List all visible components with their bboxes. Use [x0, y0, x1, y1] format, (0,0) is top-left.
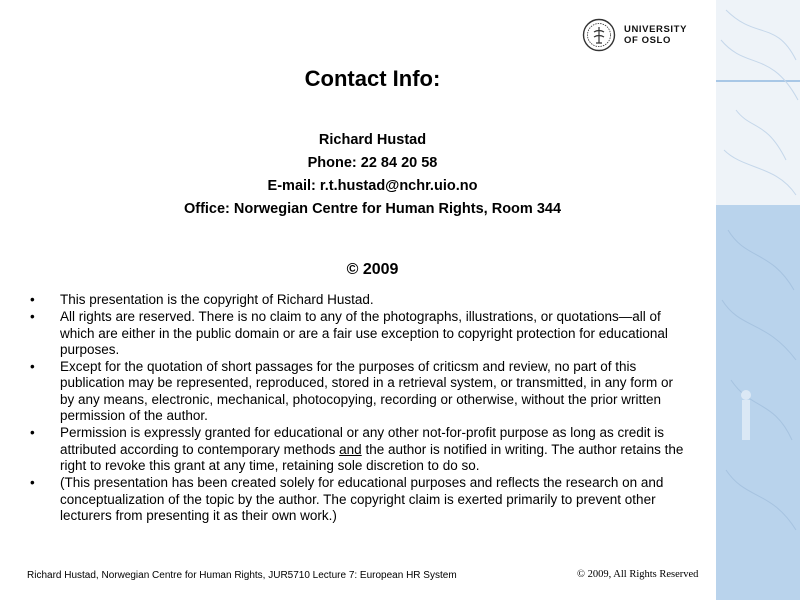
bullet-text-part: Permission is expressly granted for educational or any other not-for-profit purpose as long as credit is attributed according to contemporary methods	[60, 425, 665, 457]
contact-block	[0, 129, 745, 221]
logo-text	[624, 24, 687, 46]
contact-name: Richard Hustad	[318, 132, 427, 148]
footer-right: © 2009, All Rights Reserved	[577, 569, 699, 580]
bullet-glyph: •	[30, 292, 35, 307]
footer-left: Richard Hustad, Norwegian Centre for Human Rights, JUR5710 Lecture 7: European HR System	[27, 570, 457, 581]
copyright-bullet-list	[30, 292, 690, 525]
bullet-item	[30, 309, 690, 358]
slide-title: Contact Info:	[304, 66, 441, 91]
bullet-item	[30, 292, 690, 308]
bullet-text: (This presentation has been created solely for educational purposes and reflects the research on and conceptualization of the topic by the author. The copyright claim is exerted primarily to prevent other lecturers from presenting it as their own work.)	[60, 475, 664, 523]
contact-phone: Phone: 22 84 20 58	[307, 155, 438, 171]
bullet-text: This presentation is the copyright of Richard Hustad.	[60, 292, 374, 307]
contact-office: Office: Norwegian Centre for Human Rights, Room 344	[183, 201, 562, 217]
bullet-text	[60, 425, 683, 473]
bullet-item	[30, 475, 690, 524]
university-seal-icon	[582, 18, 616, 52]
bullet-text-underlined: and	[339, 441, 362, 457]
logo-line-1: UNIVERSITY	[624, 24, 688, 35]
bullet-glyph: •	[30, 475, 35, 491]
copyright-heading: © 2009	[346, 261, 399, 278]
university-logo	[582, 18, 687, 52]
contact-email: E-mail: r.t.hustad@nchr.uio.no	[267, 178, 478, 194]
bullet-glyph: •	[30, 359, 35, 375]
bullet-text-part: the author is notified in writing. The author retains the right to revoke this grant at any time, retaining sole discretion to do so.	[60, 441, 684, 473]
bullet-text: All rights are reserved. There is no claim to any of the photographs, illustrations, or quotations—all of which are either in the public domain or are a fair use exception to copyright protection for educational purposes.	[60, 309, 668, 357]
bullet-text: Except for the quotation of short passages for the purposes of criticsm and review, no part of this publication may be represented, reproduced, stored in a retrieval system, or transmitted, in any form or by any means, electronic, mechanical, photocopying, recording or otherwise, without the prior written permission of the author.	[60, 359, 674, 424]
bullet-glyph: •	[30, 309, 35, 325]
bullet-item	[30, 425, 690, 474]
logo-line-2: OF OSLO	[624, 35, 671, 46]
bullet-item	[30, 359, 690, 424]
bullet-glyph: •	[30, 425, 35, 441]
